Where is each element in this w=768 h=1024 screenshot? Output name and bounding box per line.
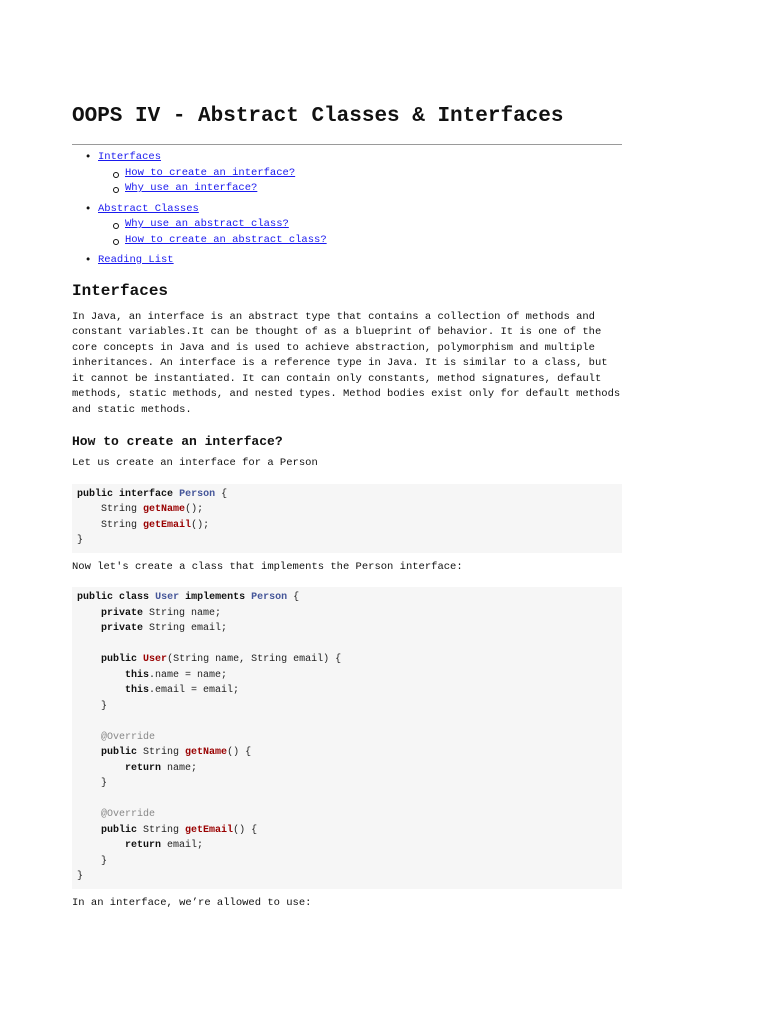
code-token: public: [77, 488, 114, 500]
code-token: String: [101, 504, 138, 515]
code-token: User: [155, 592, 180, 603]
code-token: getName: [185, 747, 228, 758]
code-token: String: [137, 747, 186, 758]
code-token: return: [125, 762, 162, 774]
code-token: }: [101, 778, 108, 789]
code-token: getEmail: [185, 824, 234, 836]
code-token: @Override: [101, 809, 156, 820]
code-token: }: [101, 700, 108, 712]
toc-link-reading-list[interactable]: Reading List: [98, 254, 174, 266]
toc-link-how-to-create-interface[interactable]: How to create an interface?: [125, 166, 296, 179]
code-token: () {: [227, 747, 252, 758]
table-of-contents: [72, 150, 622, 269]
toc-subitem: [98, 217, 622, 233]
title-divider: [72, 144, 622, 145]
toc-link-abstract-classes[interactable]: Abstract Classes: [98, 202, 199, 215]
code-token: @Override: [101, 731, 156, 743]
code-token: this: [125, 669, 150, 681]
code-token: }: [77, 535, 84, 546]
toc-subitem: [98, 181, 622, 197]
code-token: String name;: [143, 607, 222, 619]
code-block-person-interface: [72, 484, 622, 553]
code-token: String: [101, 519, 138, 531]
code-token: Person: [179, 488, 216, 500]
code-token: .name = name;: [149, 669, 228, 681]
implements-intro: Now let's create a class that implements the Person interface:: [72, 560, 463, 573]
toc-item-reading-list: [72, 253, 622, 269]
toc-link-how-to-create-abstract-class[interactable]: How to create an abstract class?: [125, 233, 327, 246]
toc-sublist-interfaces: [98, 166, 622, 197]
code-token: return: [125, 840, 162, 851]
code-token: getName: [143, 504, 186, 515]
code-token: ();: [191, 519, 210, 531]
code-token: private: [101, 623, 144, 634]
code-token: public: [101, 747, 138, 758]
code-token: }: [101, 855, 108, 867]
create-interface-intro: Let us create an interface for a Person: [72, 457, 318, 469]
code-token: .email = email;: [149, 685, 240, 696]
toc-link-why-use-interface[interactable]: Why use an interface?: [125, 182, 258, 194]
code-token: public: [77, 592, 114, 603]
code-token: implements: [185, 592, 246, 603]
toc-subitem: [98, 233, 622, 249]
interfaces-intro-paragraph: In Java, an interface is an abstract type that contains a collection of methods and constant variables.It can be thought of as a blueprint of behavior. It is one of the core concepts in Java and is used to achieve abstraction, polymorphism and multiple inheritances. An interface is a reference type in Java. It is similar to a class, but it cannot be instantiated. It can contain only constants, method signatures, default methods, static methods, and nested types. Method bodies exist only for default methods and static methods.: [72, 310, 621, 416]
code-token: {: [287, 592, 300, 603]
page-title: OOPS IV - Abstract Classes & Interfaces: [72, 105, 564, 128]
code-token: interface: [119, 488, 174, 500]
code-token: Person: [251, 592, 288, 603]
code-token: String email;: [143, 623, 228, 634]
code-token: (String name, String email) {: [167, 654, 342, 665]
code-token: User: [143, 654, 168, 665]
code-token: }: [77, 871, 84, 882]
toc-link-why-use-abstract-class[interactable]: Why use an abstract class?: [125, 218, 289, 230]
code-token: String: [137, 824, 186, 836]
code-token: getEmail: [143, 519, 192, 531]
toc-sublist-abstract-classes: [98, 217, 622, 248]
code-token: this: [125, 685, 150, 696]
code-token: email;: [161, 840, 204, 851]
code-token: private: [101, 607, 144, 619]
code-token: class: [119, 592, 150, 603]
subheading-how-to-create-interface: How to create an interface?: [72, 434, 283, 449]
code-token: {: [215, 488, 228, 500]
toc-item-abstract-classes: [72, 202, 622, 249]
code-token: name;: [161, 762, 198, 774]
code-block-user-class: [72, 587, 622, 889]
toc-item-interfaces: [72, 150, 622, 197]
code-token: ();: [185, 504, 204, 515]
toc-link-interfaces[interactable]: Interfaces: [98, 151, 162, 163]
code-token: public: [101, 654, 138, 665]
toc-subitem: [98, 166, 622, 182]
document-page: [72, 100, 622, 911]
code-token: () {: [233, 824, 258, 836]
section-heading-interfaces: Interfaces: [72, 281, 169, 300]
allowed-intro: In an interface, we’re allowed to use:: [72, 896, 312, 909]
code-token: public: [101, 824, 138, 836]
